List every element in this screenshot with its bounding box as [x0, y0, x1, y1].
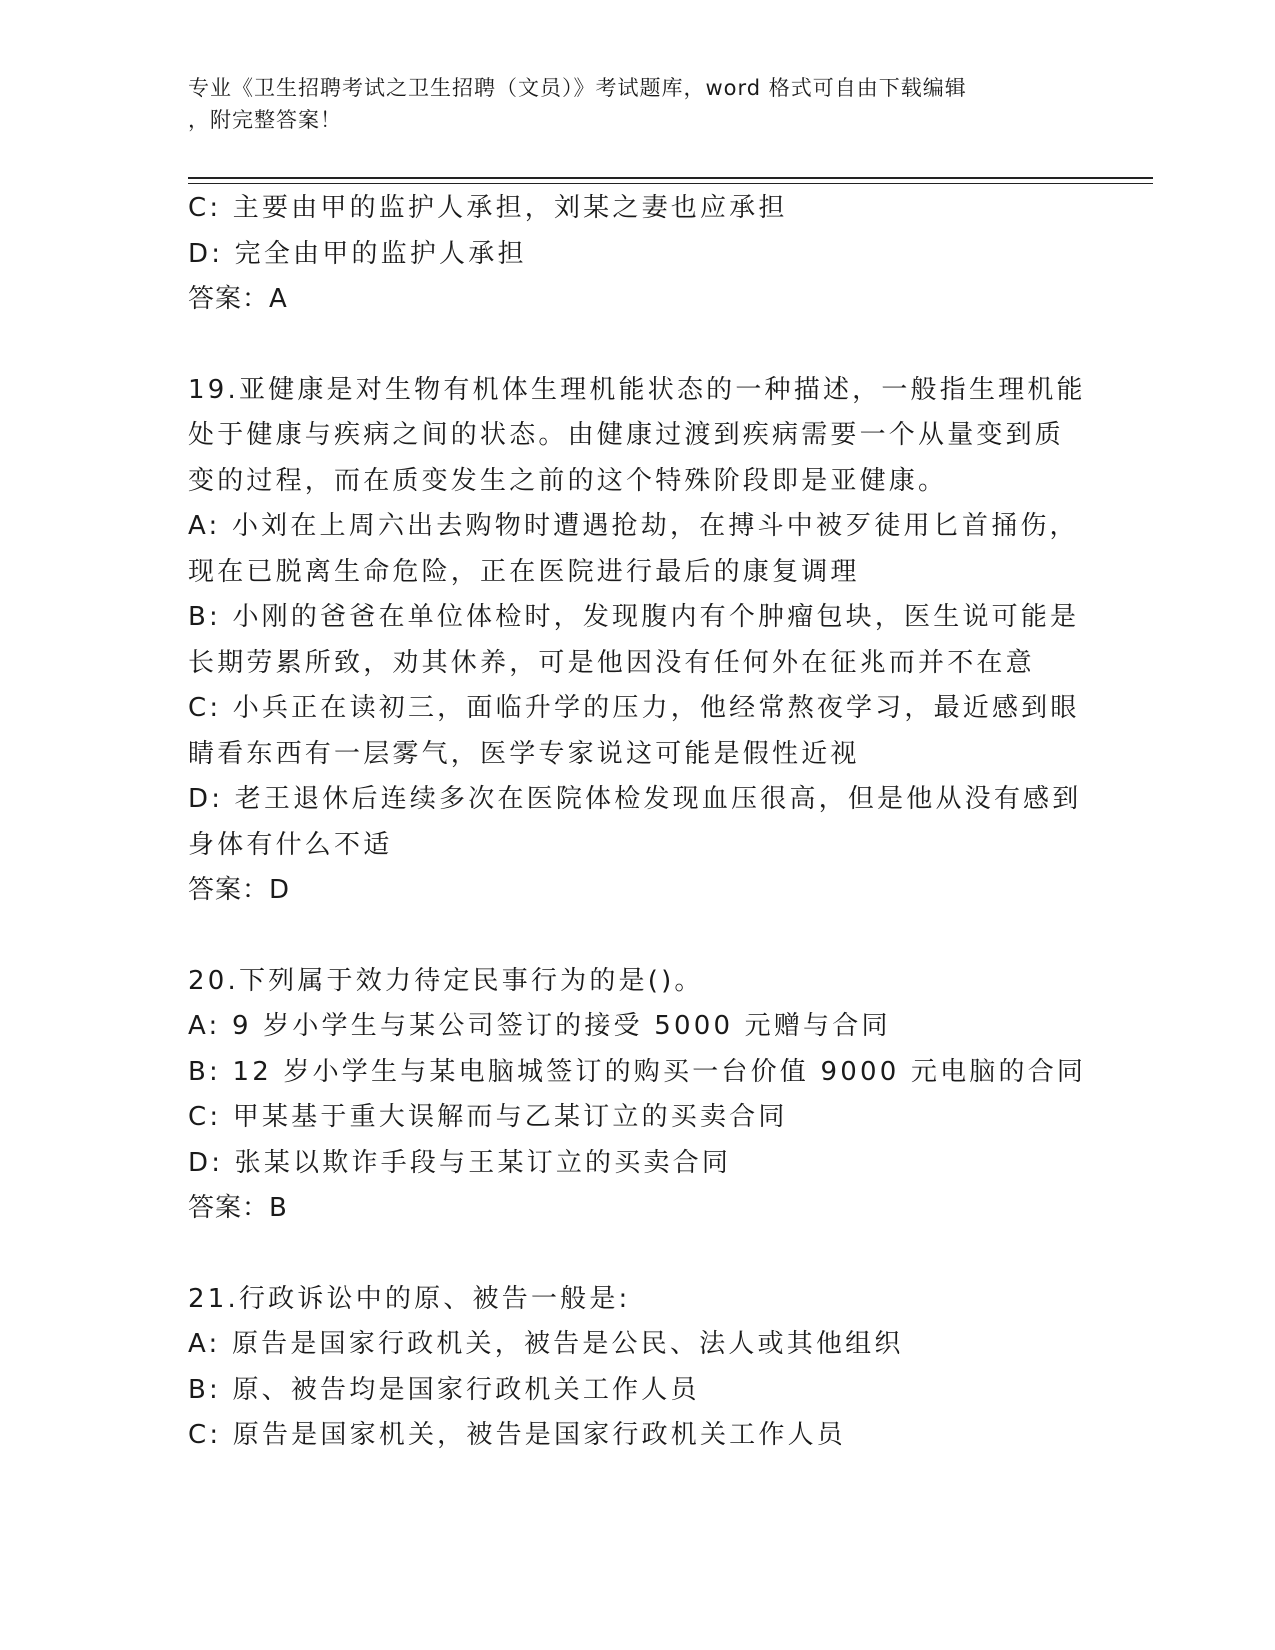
option-b: B: 小刚的爸爸在单位体检时，发现腹内有个肿瘤包块，医生说可能是 [188, 602, 1080, 632]
spacer [188, 914, 1088, 959]
question-stem: 变的过程，而在质变发生之前的这个特殊阶段即是亚健康。 [188, 465, 948, 496]
answer: 答案：A [188, 284, 288, 314]
question-stem: 21.行政诉讼中的原、被告一般是: [188, 1283, 631, 1314]
question-18-fragment [188, 186, 1088, 323]
option-a: 现在已脱离生命危险，正在医院进行最后的康复调理 [188, 556, 860, 587]
header-line-1: 专业《卫生招聘考试之卫生招聘（文员）》考试题库，word 格式可自由下载编辑 [188, 76, 967, 100]
question-19 [188, 368, 1088, 914]
option-c: C: 主要由甲的监护人承担，刘某之妻也应承担 [188, 193, 788, 223]
option-d: D: 张某以欺诈手段与王某订立的买卖合同 [188, 1147, 732, 1178]
question-20 [188, 959, 1088, 1232]
header-rule-thin [188, 183, 1153, 184]
question-stem: 19.亚健康是对生物有机体生理机能状态的一种描述，一般指生理机能 [188, 374, 1086, 405]
option-c: C: 甲某基于重大误解而与乙某订立的买卖合同 [188, 1102, 788, 1132]
page-header [188, 72, 1088, 136]
option-b: 长期劳累所致，劝其休养，可是他因没有任何外在征兆而并不在意 [188, 647, 1035, 678]
question-21 [188, 1277, 1088, 1459]
spacer [188, 1232, 1088, 1277]
option-b: B: 原、被告均是国家行政机关工作人员 [188, 1374, 700, 1405]
answer: 答案：D [188, 875, 291, 905]
option-b: B: 12 岁小学生与某电脑城签订的购买一台价值 9000 元电脑的合同 [188, 1056, 1087, 1087]
spacer [188, 323, 1088, 368]
option-c: C: 原告是国家机关，被告是国家行政机关工作人员 [188, 1420, 846, 1450]
answer: 答案：B [188, 1193, 288, 1223]
header-rule-thick [188, 177, 1153, 179]
option-a: A: 小刘在上周六出去购物时遭遇抢劫，在搏斗中被歹徒用匕首捅伤， [188, 511, 1079, 541]
option-c: 睛看东西有一层雾气，医学专家说这可能是假性近视 [188, 738, 860, 769]
option-d: 身体有什么不适 [188, 829, 393, 860]
option-d: D: 完全由甲的监护人承担 [188, 238, 527, 269]
question-content [188, 186, 1088, 1459]
question-stem: 20.下列属于效力待定民事行为的是()。 [188, 965, 704, 996]
option-c: C: 小兵正在读初三，面临升学的压力，他经常熬夜学习，最近感到眼 [188, 693, 1080, 723]
option-a: A: 9 岁小学生与某公司签订的接受 5000 元赠与合同 [188, 1011, 891, 1041]
question-stem: 处于健康与疾病之间的状态。由健康过渡到疾病需要一个从量变到质 [188, 420, 1065, 450]
option-a: A: 原告是国家行政机关，被告是公民、法人或其他组织 [188, 1329, 904, 1359]
header-line-2: ，附完整答案！ [188, 108, 342, 132]
option-d: D: 老王退休后连续多次在医院体检发现血压很高，但是他从没有感到 [188, 784, 1082, 814]
